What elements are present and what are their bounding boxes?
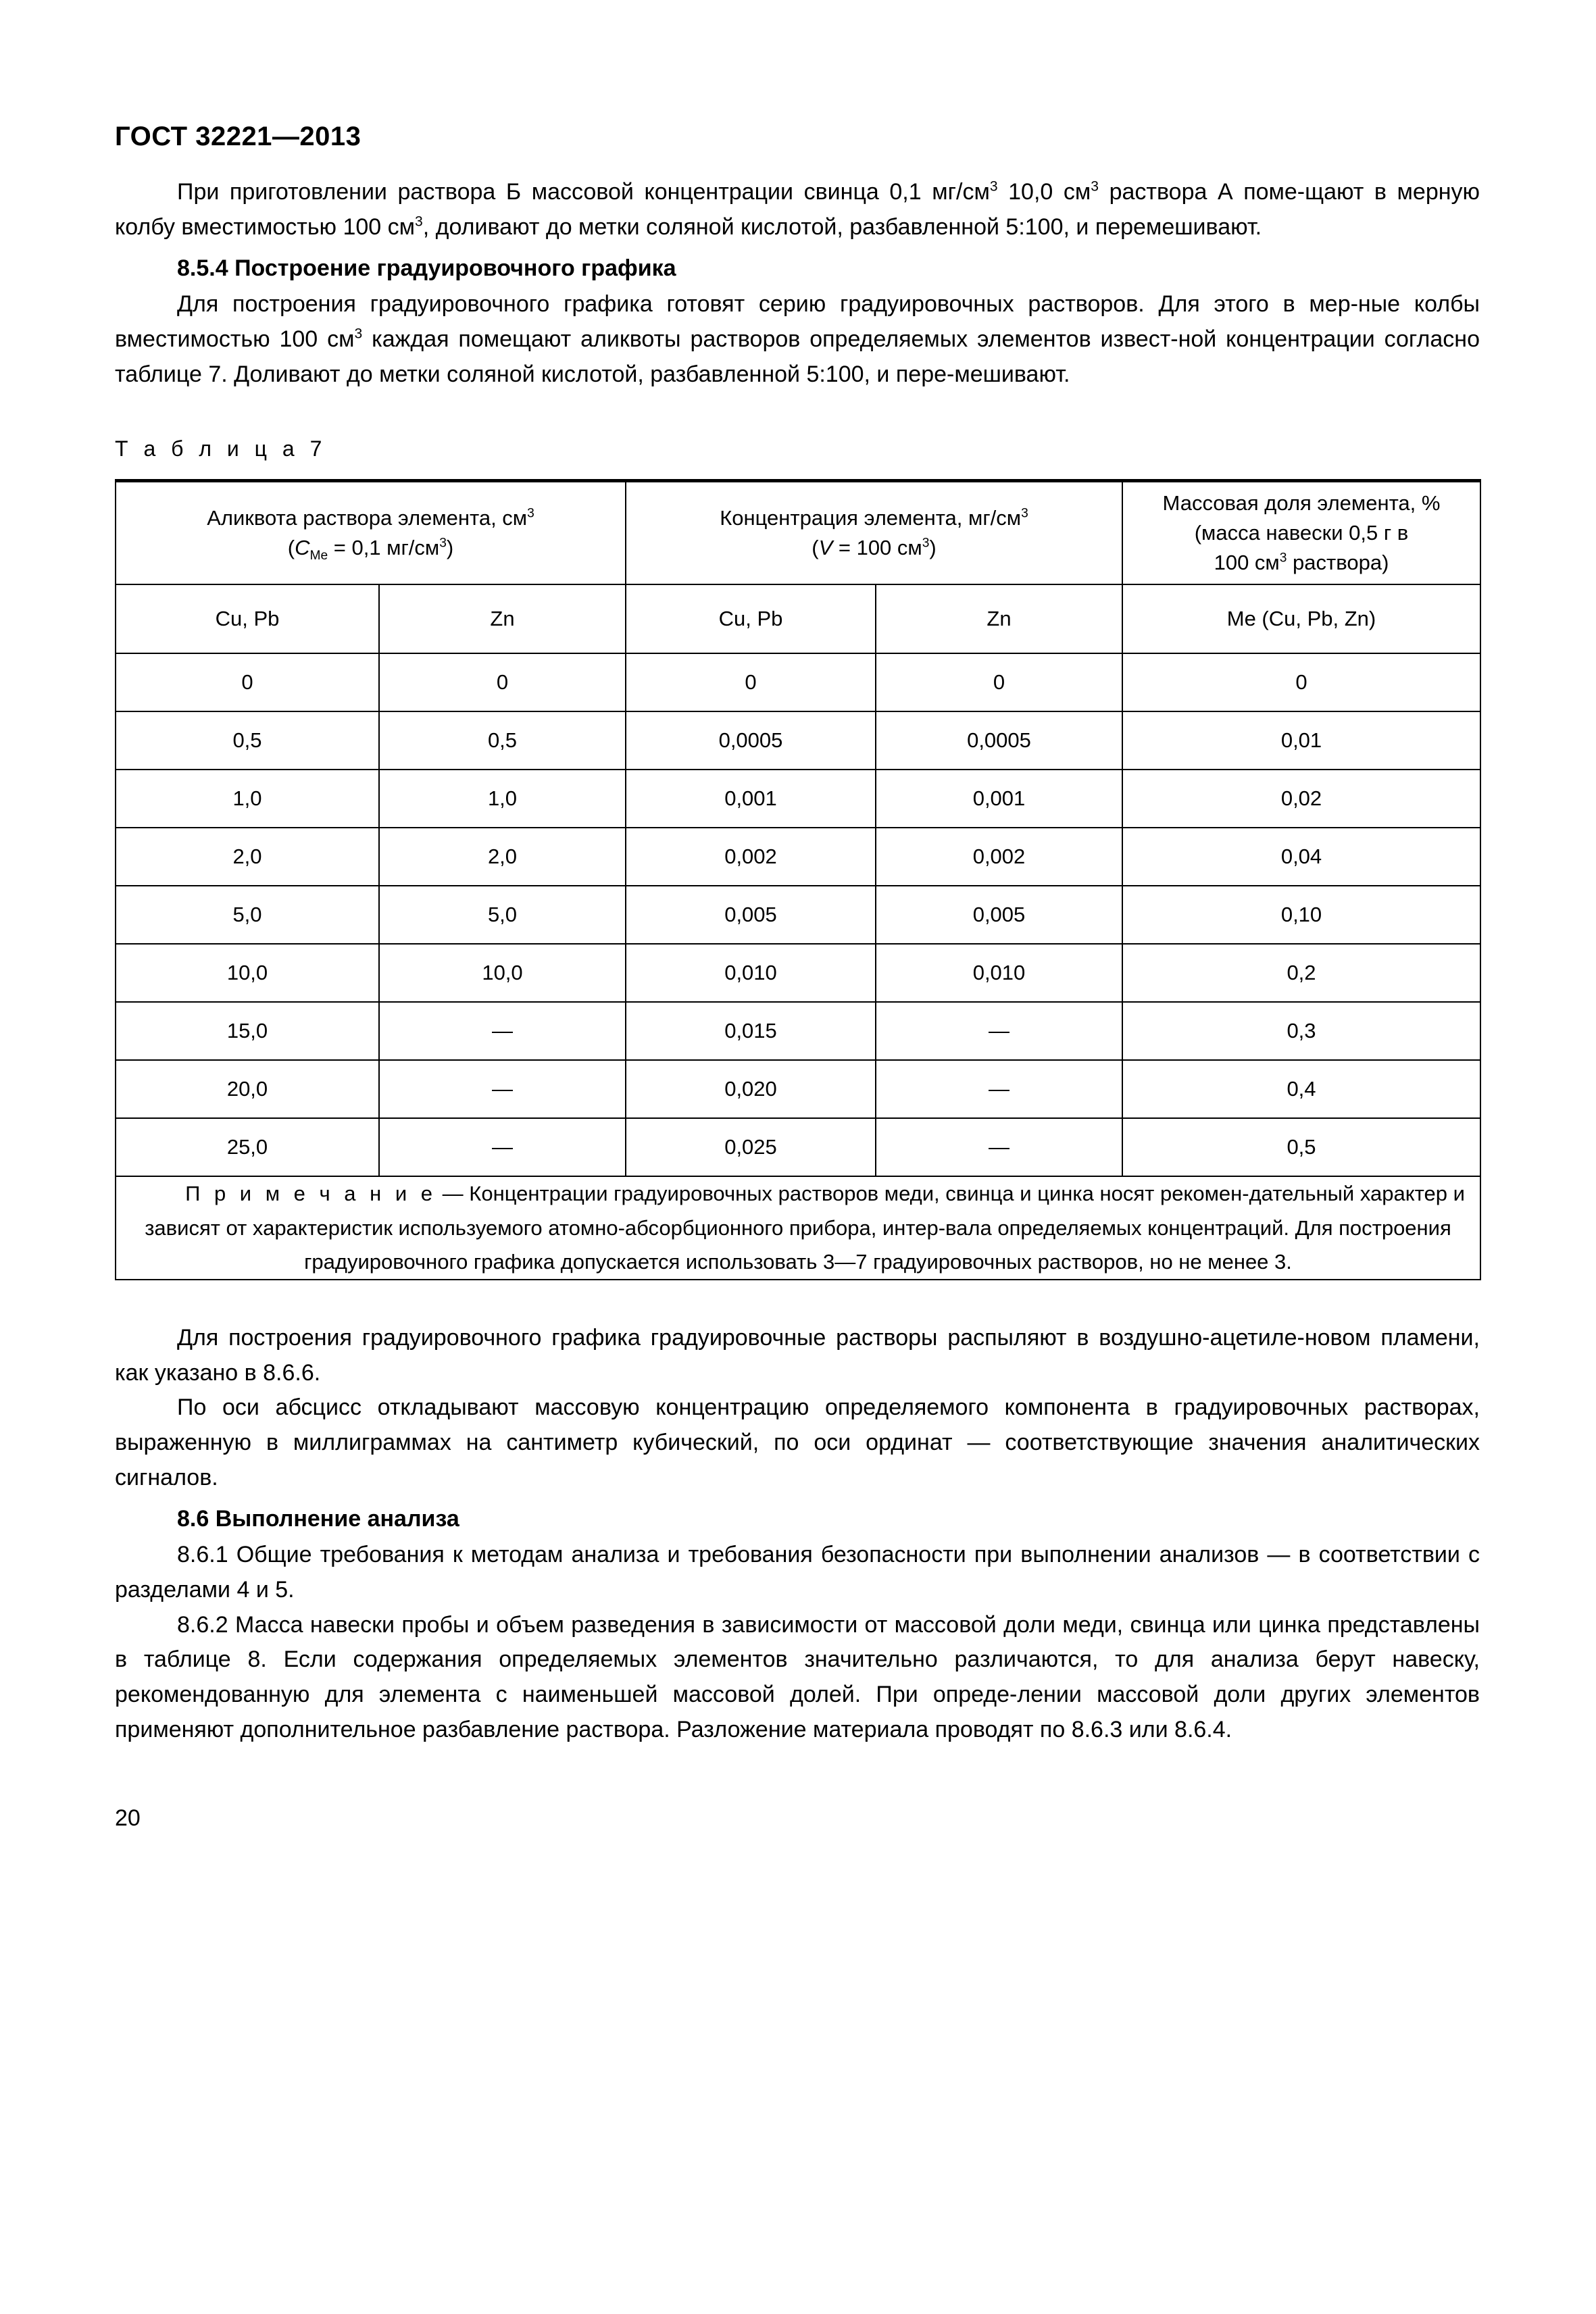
cell-aliquot-zn: 10,0 — [379, 944, 626, 1002]
cell-concentration-cupb: 0,001 — [626, 770, 876, 828]
cell-aliquot-cupb: 10,0 — [116, 944, 379, 1002]
cell-concentration-zn: 0,005 — [876, 886, 1122, 944]
cell-concentration-zn: 0,010 — [876, 944, 1122, 1002]
cell-aliquot-cupb: 2,0 — [116, 828, 379, 886]
header-group-mass-fraction-line3b: раствора) — [1287, 551, 1389, 575]
header-group-concentration — [626, 481, 1122, 585]
table-row — [116, 886, 1480, 944]
superscript-cubic: 3 — [1279, 551, 1287, 566]
table-note-paragraph — [116, 1177, 1480, 1279]
cell-aliquot-cupb: 20,0 — [116, 1060, 379, 1118]
paragraph-solution-b — [115, 175, 1480, 245]
cell-concentration-zn: — — [876, 1118, 1122, 1176]
paragraph-8-6-2: 8.6.2 Масса навески пробы и объем разведения в зависимости от массовой доли меди, свинца или цинка представлены в таблице 8. Если содержания определяемых элементов значительно различаются, то для анализа берут навеску, рекомендованную для элемента с наименьшей массовой долей. При опреде-лении массовой доли других элементов применяют дополнительное разбавление раствора. Разложение материала проводят по 8.6.3 или 8.6.4. — [115, 1611, 1480, 1742]
paragraph-calibration-graph-part1: Для построения градуировочного графика готовят серию градуировочных растворов. Для этого в мер-ные колбы вместимостью 100 см — [115, 291, 1480, 353]
header-group-concentration-paren-close: ) — [929, 536, 937, 560]
cell-mass-fraction-me: 0,2 — [1122, 944, 1480, 1002]
cell-concentration-cupb: 0,025 — [626, 1118, 876, 1176]
table-row — [116, 653, 1480, 711]
table-row — [116, 1002, 1480, 1060]
cell-aliquot-zn: — — [379, 1060, 626, 1118]
cell-mass-fraction-me: 0,10 — [1122, 886, 1480, 944]
cell-aliquot-cupb: 0 — [116, 653, 379, 711]
section-heading-8-5-4: 8.5.4 Построение градуировочного графика — [177, 255, 676, 282]
section-heading-8-6: 8.6 Выполнение анализа — [177, 1506, 459, 1532]
cell-aliquot-cupb: 0,5 — [116, 711, 379, 770]
paragraph-solution-b-part1: При приготовлении раствора Б массовой концентрации свинца 0,1 мг/см — [177, 179, 990, 205]
paragraph-solution-b-part4: , доливают до метки соляной кислотой, разбавленной 5:100, и перемешивают. — [422, 213, 1262, 240]
header-group-concentration-value: = 100 см — [832, 536, 922, 560]
subheader-aliquot-cupb: Cu, Pb — [116, 584, 379, 653]
superscript-cubic: 3 — [354, 326, 363, 342]
superscript-cubic: 3 — [922, 536, 930, 551]
table-subheader-row — [116, 584, 1480, 653]
cell-concentration-cupb: 0,015 — [626, 1002, 876, 1060]
cell-aliquot-zn: 2,0 — [379, 828, 626, 886]
cell-concentration-cupb: 0,005 — [626, 886, 876, 944]
header-group-concentration-paren-open: ( — [812, 536, 819, 560]
document-header-standard-id: ГОСТ 32221—2013 — [115, 122, 361, 151]
paragraph-8-6-1: 8.6.1 Общие требования к методам анализа и требования безопасности при выполнении анализов — в соответствии с разделами 4 и 5. — [115, 1542, 1480, 1603]
cell-concentration-cupb: 0,010 — [626, 944, 876, 1002]
table-caption-7: Т а б л и ц а 7 — [115, 436, 327, 461]
paragraph-axes: По оси абсцисс откладывают массовую концентрацию определяемого компонента в градуировочных растворах, выраженную в миллиграммах на сантиметр кубический, по оси ординат — соответствующие значения аналитических сигналов. — [115, 1394, 1480, 1490]
cell-concentration-cupb: 0,0005 — [626, 711, 876, 770]
superscript-cubic: 3 — [989, 178, 998, 195]
header-group-mass-fraction-line3a: 100 см — [1214, 551, 1280, 575]
paragraph-calibration-graph-part2: каждая помещают аликвоты растворов определяемых элементов извест-ной концентрации согласно таблице 7. Доливают до метки соляной кислотой, разбавленной 5:100, и пере-мешивают. — [115, 326, 1480, 387]
subheader-concentration-cupb: Cu, Pb — [626, 584, 876, 653]
paragraph-calibration-graph — [115, 287, 1480, 392]
superscript-cubic: 3 — [527, 507, 534, 522]
table-note-cell — [116, 1176, 1480, 1280]
superscript-cubic: 3 — [415, 213, 423, 230]
paragraph-solution-b-part3: раствора А поме-щают в мерную колбу вместимостью 100 см — [115, 179, 1480, 240]
cell-mass-fraction-me: 0,3 — [1122, 1002, 1480, 1060]
subheader-concentration-zn: Zn — [876, 584, 1122, 653]
table-row — [116, 770, 1480, 828]
table-note-row — [116, 1176, 1480, 1280]
cell-mass-fraction-me: 0,01 — [1122, 711, 1480, 770]
cell-concentration-cupb: 0,020 — [626, 1060, 876, 1118]
superscript-cubic: 3 — [1091, 178, 1099, 195]
cell-concentration-cupb: 0 — [626, 653, 876, 711]
cell-concentration-zn: 0,0005 — [876, 711, 1122, 770]
cell-aliquot-zn: — — [379, 1118, 626, 1176]
cell-mass-fraction-me: 0,5 — [1122, 1118, 1480, 1176]
table-row — [116, 711, 1480, 770]
cell-aliquot-zn: 5,0 — [379, 886, 626, 944]
table-row — [116, 944, 1480, 1002]
cell-concentration-zn: 0 — [876, 653, 1122, 711]
paragraph-solution-b-part2: 10,0 см — [997, 179, 1091, 205]
page-content — [115, 0, 1480, 1832]
table-note-text: — Концентрации градуировочных растворов меди, свинца и цинка носят рекомен-дательный характер и зависят от характеристик используемого атомно-абсорбционного прибора, интер-вала определяемых концентраций. Для построения градуировочного графика допускается использовать 3—7 градуировочных растворов, но не менее 3. — [145, 1182, 1465, 1274]
header-group-aliquot-subscript: Me — [309, 549, 328, 563]
header-group-mass-fraction-line2: (масса навески 0,5 г в — [1194, 521, 1409, 545]
cell-aliquot-cupb: 25,0 — [116, 1118, 379, 1176]
superscript-cubic: 3 — [1021, 507, 1028, 522]
cell-concentration-zn: 0,002 — [876, 828, 1122, 886]
header-group-aliquot-value: = 0,1 мг/см — [328, 536, 440, 560]
header-group-aliquot-paren-open: ( — [287, 536, 295, 560]
cell-aliquot-zn: 0,5 — [379, 711, 626, 770]
table-row — [116, 1118, 1480, 1176]
cell-aliquot-cupb: 1,0 — [116, 770, 379, 828]
table-row — [116, 828, 1480, 886]
table-header-groups-row — [116, 481, 1480, 585]
paragraph-spray-flame: Для построения градуировочного графика градуировочные растворы распыляют в воздушно-ацетиле-новом пламени, как указано в 8.6.6. — [115, 1325, 1480, 1386]
cell-concentration-zn: — — [876, 1060, 1122, 1118]
cell-mass-fraction-me: 0,04 — [1122, 828, 1480, 886]
subheader-mass-fraction-me: Me (Cu, Pb, Zn) — [1122, 584, 1480, 653]
cell-mass-fraction-me: 0,02 — [1122, 770, 1480, 828]
header-group-concentration-variable: V — [818, 536, 833, 560]
subheader-aliquot-zn: Zn — [379, 584, 626, 653]
cell-concentration-zn: — — [876, 1002, 1122, 1060]
header-group-aliquot-line1: Аликвота раствора элемента, см — [207, 506, 528, 530]
superscript-cubic: 3 — [439, 536, 447, 551]
header-group-concentration-line1: Концентрация элемента, мг/см — [720, 506, 1022, 530]
header-group-aliquot-variable: C — [295, 536, 310, 560]
header-group-mass-fraction — [1122, 481, 1480, 585]
header-group-aliquot — [116, 481, 626, 585]
table-row — [116, 1060, 1480, 1118]
table-note-label: П р и м е ч а н и е — [185, 1182, 437, 1206]
header-group-aliquot-paren-close: ) — [446, 536, 454, 560]
table-7 — [115, 479, 1481, 1280]
cell-concentration-zn: 0,001 — [876, 770, 1122, 828]
cell-aliquot-cupb: 15,0 — [116, 1002, 379, 1060]
cell-mass-fraction-me: 0,4 — [1122, 1060, 1480, 1118]
cell-aliquot-zn: — — [379, 1002, 626, 1060]
cell-aliquot-zn: 1,0 — [379, 770, 626, 828]
cell-aliquot-zn: 0 — [379, 653, 626, 711]
cell-concentration-cupb: 0,002 — [626, 828, 876, 886]
page-number: 20 — [115, 1805, 141, 1832]
cell-mass-fraction-me: 0 — [1122, 653, 1480, 711]
header-group-mass-fraction-line1: Массовая доля элемента, % — [1162, 491, 1441, 515]
cell-aliquot-cupb: 5,0 — [116, 886, 379, 944]
